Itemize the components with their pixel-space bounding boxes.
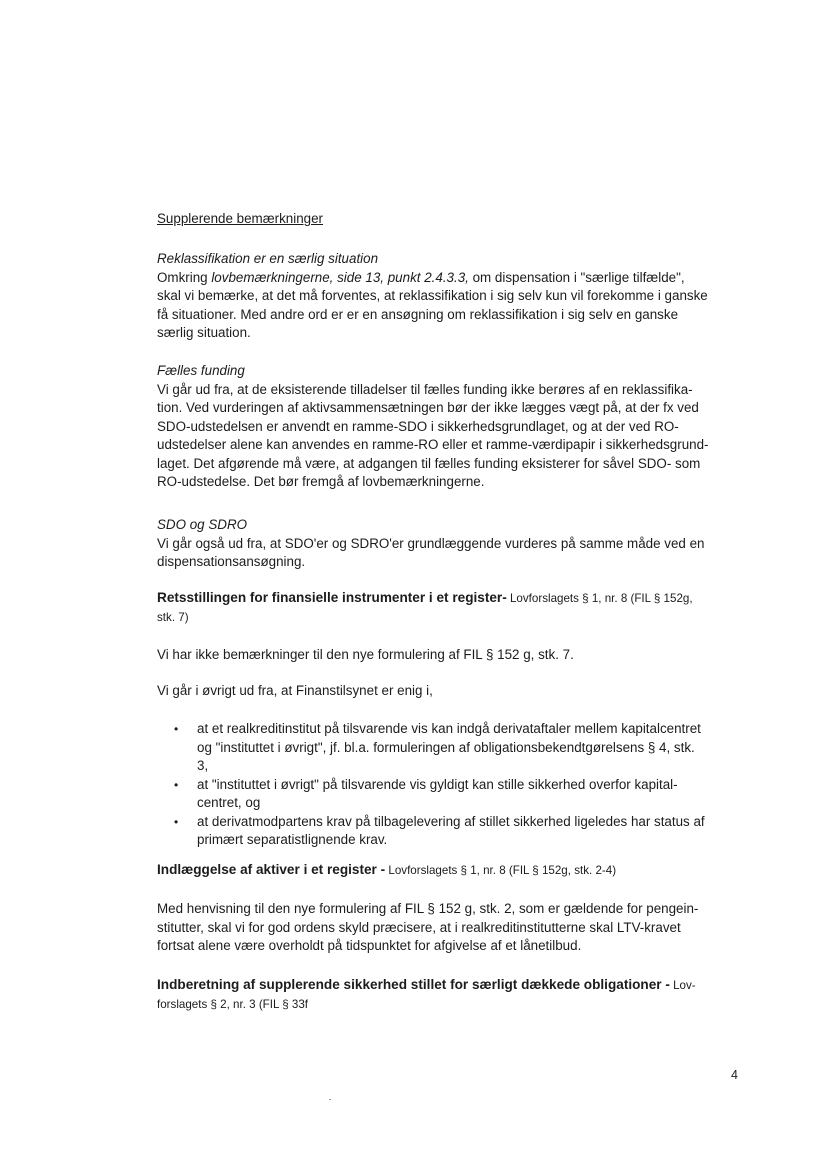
list-item — [157, 813, 747, 850]
bullet-icon: • — [174, 777, 179, 792]
faelles-funding-subtitle: Fælles funding — [157, 363, 245, 378]
heading-line — [157, 976, 747, 996]
retsstilling-paragraph-2: Vi går i øvrigt ud fra, at Finanstilsynet er enig i, — [157, 683, 433, 698]
sdo-subtitle: SDO og SDRO — [157, 517, 248, 532]
lovforslag-reference-cont: forslagets § 2, nr. 3 (FIL § 33f — [157, 997, 309, 1011]
list-item-line: at "instituttet i øvrigt" på tilsvarende vis gyldigt kan stille sikkerhed overfor kapital- — [197, 776, 678, 792]
list-item-line: 3, — [197, 758, 209, 773]
text-fragment: Omkring — [157, 269, 212, 285]
list-item-line: at et realkreditinstitut på tilsvarende vis kan indgå derivataftaler mellem kapitalcentret — [197, 721, 701, 736]
reklassifikation-line-4: særlig situation. — [157, 325, 251, 340]
paragraph-line: Vi går også ud fra, at SDO'er og SDRO'er grundlæggende vurderes på samme måde ved en — [157, 535, 705, 551]
bullet-icon: • — [174, 722, 179, 736]
section-title: Supplerende bemærkninger — [157, 211, 323, 226]
page-number: 4 — [731, 1068, 738, 1082]
list-item — [157, 776, 747, 813]
reklassifikation-subtitle: Reklassifikation er en særlig situation — [157, 251, 379, 266]
indlaeggelse-paragraph — [157, 900, 747, 956]
reklassifikation-line-2: skal vi bemærke, at det må forventes, at reklassifikation i sig selv kun vil forekomme i ganske — [157, 288, 708, 303]
retsstilling-title: Retsstillingen for finansielle instrumenter i et register- — [157, 590, 507, 605]
retsstilling-heading — [157, 589, 747, 627]
indlaeggelse-title: Indlæggelse af aktiver i et register - — [157, 862, 386, 877]
lovforslag-reference-cont: stk. 7) — [157, 610, 189, 624]
list-item-line: primært separatistlignende krav. — [197, 832, 388, 847]
list-item-line: at derivatmodpartens krav på tilbagelevering af stillet sikkerhed ligeledes har status af — [197, 813, 705, 829]
list-item-line: og "instituttet i øvrigt", jf. bl.a. formuleringen af obligationsbekendtgørelsens § 4, stk. — [197, 739, 695, 755]
retsstilling-paragraph-1: Vi har ikke bemærkninger til den nye formulering af FIL § 152 g, stk. 7. — [157, 647, 574, 662]
reklassifikation-line-3: få situationer. Med andre ord er er en ansøgning om reklassifikation i sig selv en ganske — [157, 306, 679, 322]
indberetning-heading — [157, 976, 747, 1014]
paragraph-line: tion. Ved vurderingen af aktivsammensætningen bør der ikke lægges vægt på, at der fx ved — [157, 400, 699, 415]
lovforslag-reference: Lovforslagets § 1, nr. 8 (FIL § 152g, stk. 2-4) — [385, 864, 617, 877]
lovforslag-reference: Lovforslagets § 1, nr. 8 (FIL § 152g, — [506, 592, 693, 605]
scan-speck — [329, 1099, 331, 1100]
sdo-section — [157, 516, 747, 572]
lovbemaerkninger-reference: lovbemærkningerne, side 13, punkt 2.4.3.3, — [211, 269, 469, 285]
paragraph-line: stitutter, skal vi for god ordens skyld præcisere, at i realkreditinstitutterne skal LTV-kravet — [157, 919, 681, 935]
list-item — [157, 720, 747, 776]
indlaeggelse-heading — [157, 861, 747, 881]
list-item-line: centret, og — [197, 795, 261, 810]
heading-line — [157, 589, 747, 609]
lovforslag-reference: Lov- — [669, 979, 696, 992]
paragraph-line: fortsat alene være overholdt på tidspunktet for afgivelse af et lånetilbud. — [157, 938, 582, 953]
reklassifikation-section — [157, 250, 747, 343]
bullet-icon: • — [174, 814, 179, 829]
bullet-list — [157, 720, 747, 850]
paragraph-line: SDO-udstedelsen er anvendt en ramme-SDO i sikkerhedsgrundlaget, og at der ved RO- — [157, 418, 679, 434]
faelles-funding-section — [157, 362, 747, 492]
paragraph-line: Med henvisning til den nye formulering af FIL § 152 g, stk. 2, som er gældende for pengein- — [157, 901, 699, 916]
paragraph-line: RO-udstedelse. Det bør fremgå af lovbemærkningerne. — [157, 474, 485, 489]
paragraph-line: udstedelser alene kan anvendes en ramme-RO eller et ramme-værdipapir i sikkerhedsgrund- — [157, 437, 709, 452]
paragraph-line: dispensationsansøgning. — [157, 554, 306, 569]
text-fragment: om dispensation i "særlige tilfælde", — [468, 269, 685, 285]
indberetning-title: Indberetning af supplerende sikkerhed stillet for særligt dækkede obligationer - — [157, 977, 670, 992]
paragraph-line: laget. Det afgørende må være, at adgangen til fælles funding eksisterer for såvel SDO- som — [157, 455, 701, 471]
paragraph-line: Vi går ud fra, at de eksisterende tilladelser til fælles funding ikke berøres af en reklassifika- — [157, 381, 693, 397]
reklassifikation-line-1 — [157, 269, 747, 288]
